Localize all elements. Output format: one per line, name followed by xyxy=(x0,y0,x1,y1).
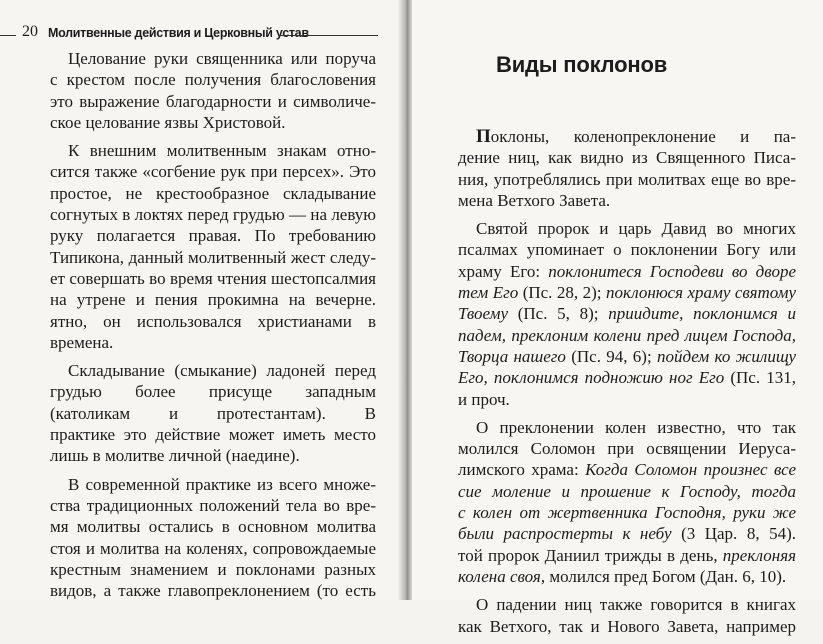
text-line: мя молитвы остались в основном молитва xyxy=(50,517,376,537)
quote-fragment: Когда Соломон произнес все xyxy=(585,460,796,480)
text-line: ния, употреблялись при молитвах еще во вре- xyxy=(458,169,796,189)
text-fragment: той пророк Даниил трижды в день, xyxy=(458,545,723,565)
right-text-column xyxy=(458,126,796,644)
quote-fragment: колена своя, xyxy=(458,566,546,586)
text-line: Целование руки священника или поруча xyxy=(68,49,376,68)
text-line xyxy=(458,126,796,147)
text-line: молился Соломон при освящении Иеруса- xyxy=(458,439,796,459)
header-rule-left xyxy=(0,35,16,36)
text-line: руку полагается правая. По требованию xyxy=(50,226,376,246)
text-line: дение ниц, как видно из Священного Писа- xyxy=(458,148,796,168)
citation: (Пс. 5, 8); xyxy=(508,304,609,324)
quote-fragment: Его, поклонимся подножию ног Его xyxy=(458,368,725,388)
text-line: О преклонении колен известно, что так xyxy=(476,417,796,437)
paragraph xyxy=(50,48,376,133)
paragraph xyxy=(458,126,796,211)
text-line: псалмах упоминает о поклонении Богу или xyxy=(458,240,796,260)
text-fragment: лимского храма: xyxy=(458,460,586,480)
text-line: К внешним молитвенным знакам отно- xyxy=(68,141,376,161)
quote-fragment: были распростерты к небу xyxy=(458,524,672,544)
text-line: Типикона, данный молитвенный жест следу- xyxy=(50,247,376,267)
running-head xyxy=(0,22,402,42)
paragraph xyxy=(50,474,376,600)
initial-letter: П xyxy=(476,126,491,147)
quote-fragment: поклонюся храму святому xyxy=(605,283,796,303)
text-line: Складывание (смыкание) ладоней перед xyxy=(68,361,376,381)
text-line: ское целование язвы Христовой. xyxy=(50,112,286,132)
text-line xyxy=(458,261,796,282)
text-line: О падении ниц также говорится в книгах xyxy=(476,595,796,615)
header-rule-right xyxy=(278,35,378,36)
text-line: (католикам и протестантам). В xyxy=(50,403,376,423)
page-number: 20 xyxy=(22,23,38,40)
section-heading: Виды поклонов xyxy=(496,52,668,77)
quote-fragment: поклонитеся Господеви во дворе xyxy=(548,261,796,281)
text-line: В современной практике из всего множе- xyxy=(68,474,376,494)
paragraph xyxy=(458,417,796,587)
text-line: согнутых в локтях перед грудью — на левую xyxy=(50,205,376,225)
text-line: ства традиционных положений тела во вре- xyxy=(50,495,376,515)
text-line xyxy=(458,481,796,502)
text-fragment: храму Его: xyxy=(458,261,549,281)
text-line: как Ветхого, так и Нового Завета, например xyxy=(458,616,796,636)
text-line: и проч. xyxy=(458,389,510,409)
paragraph xyxy=(50,360,376,466)
paragraph xyxy=(458,218,796,410)
text-line: видов, а также главопреклонением (то есть xyxy=(50,581,376,600)
text-line: Святой пророк и царь Давид во многих xyxy=(476,219,796,239)
quote-fragment: сие моление и прошение к Господу, тогда xyxy=(458,481,796,501)
left-page xyxy=(0,0,402,600)
text-line: стоя и молитва на коленях, сопровождаемые xyxy=(50,538,376,558)
text-line: мена Ветхого Завета. xyxy=(458,190,611,210)
quote-fragment: преклоняя xyxy=(722,545,796,565)
text-line: лишь в молитве личной (наедине). xyxy=(50,446,300,466)
text-line xyxy=(458,545,796,566)
text-line: это выражение благодарности и символиче- xyxy=(50,91,376,111)
text-line xyxy=(458,303,796,324)
paragraph xyxy=(458,594,796,637)
text-line xyxy=(458,502,796,523)
text-line xyxy=(458,282,796,303)
running-head-title: Молитвенные действия и Церковный устав xyxy=(48,26,309,40)
citation: (Пс. 28, 2); xyxy=(518,283,606,303)
quote-fragment: приидите, поклонимся и xyxy=(608,304,796,324)
text-line: практике это действие может иметь место xyxy=(50,425,376,445)
quote-fragment: пойдем ко жилищу xyxy=(656,346,796,366)
quote-fragment: падем, преклоним колени пред лицем Господа, xyxy=(458,325,796,345)
text-line: на утрене и пения прокимна на вечерне. xyxy=(50,290,376,310)
quote-fragment: Творца нашего xyxy=(458,346,566,366)
quote-fragment: Твоему xyxy=(458,304,509,324)
quote-fragment: тем Его xyxy=(458,283,519,303)
text-fragment: оклоны, коленопреклонение и па- xyxy=(490,127,796,146)
text-line: простое, не крестообразное складывание xyxy=(50,183,376,203)
text-line: грудью более присуще западным xyxy=(50,382,376,402)
text-line: крестным знамением и поклонами разных xyxy=(50,559,376,579)
text-line xyxy=(458,523,796,544)
text-line: времена. xyxy=(50,332,114,352)
text-line: сится также «согбение рук при персех». Это xyxy=(50,162,376,182)
paragraph xyxy=(50,140,376,353)
text-line xyxy=(458,367,796,388)
text-line: ятно, он использовался христианами в xyxy=(50,311,376,331)
citation: молился пред Богом (Дан. 6, 10). xyxy=(545,566,787,586)
text-line xyxy=(458,325,796,346)
text-line xyxy=(458,566,796,587)
citation: (Пс. 131, xyxy=(730,368,796,388)
citation: (Пс. 94, 6); xyxy=(565,346,657,366)
text-line xyxy=(458,346,796,367)
citation: (3 Цар. 8, 54). xyxy=(681,524,796,544)
quote-fragment: с колен от жертвенника Господня, руки же xyxy=(458,503,796,523)
text-line xyxy=(458,459,796,480)
text-line: с крестом после получения благословения xyxy=(50,70,376,90)
text-line: ет совершать во время чтения шестопсалмия xyxy=(50,268,376,288)
left-text-column xyxy=(50,48,376,600)
